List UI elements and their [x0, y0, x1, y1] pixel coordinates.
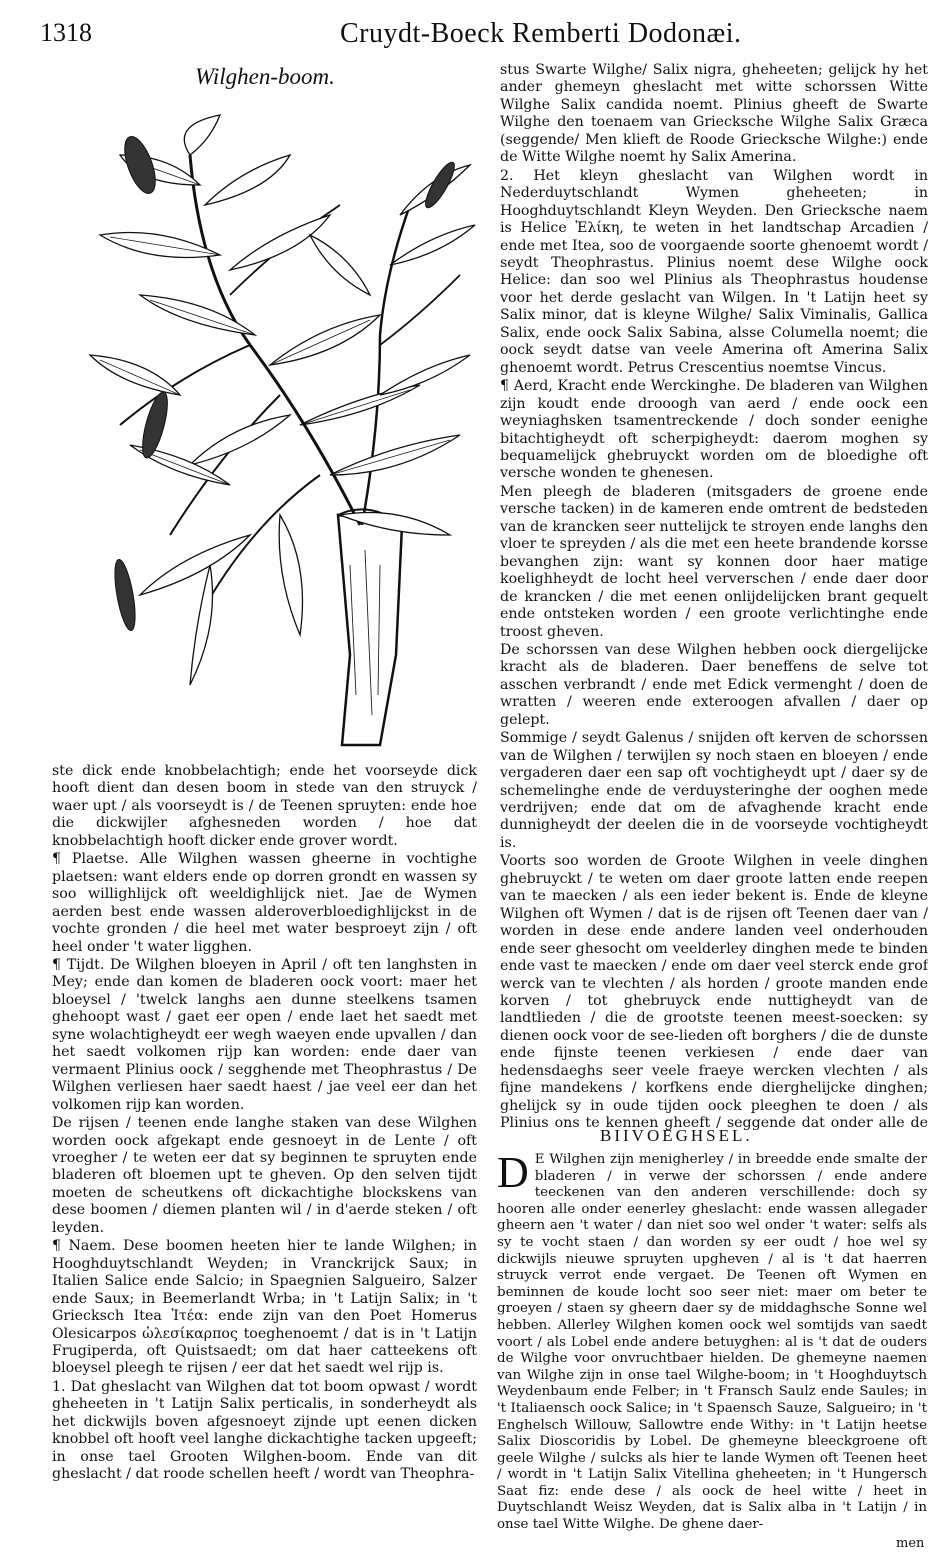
paragraph: De rijsen / teenen ende langhe staken van dese Wilghen worden oock afgekapt ende gesnoeyt in de Lente / oft vroegher / te weten eer dat sy beginnen te spruyten ende bladeren oft bloemen upt te gheven. Op den selven tijdt moeten de scheutkens oft dickachtighe blockskens van dese boomen / diemen planten wil / in d'aerde steken / oft leyden. — [52, 1115, 477, 1236]
willow-branch-illustration — [80, 95, 480, 750]
paragraph: Sommige / seydt Galenus / snijden oft kerven de schorssen van de Wilghen / terwijlen sy noch staen en bloeyen / ende vergaderen daer een sap oft vochtigheydt upt / daer sy de schemelinghe ende de verduysteringhe der ooghen mede verdrijven; ende dat om de afvaghende kracht ende dunnigheydt der deelen die in de voorseyde vochtigheydt is. — [500, 730, 928, 851]
plate-caption: Wilghen-boom. — [195, 64, 335, 89]
paragraph: ¶ Aerd, Kracht ende Werckinghe. De bladeren van Wilghen zijn koudt ende drooogh van aerd / ende oock een weyniaghsken tsamentreckende / doch sonder eenighe bitachtigheydt oft scherpigheydt: daerom moghen sy bequamelijck ghebruyckt worden om de bloedighe oft versche wonden te ghenesen. — [500, 378, 928, 482]
left-column-bottom-text — [52, 763, 477, 1553]
paragraph: De schorssen van dese Wilghen hebben oock diergelijcke kracht als de bladeren. Daer beneffens de selve tot asschen verbrandt / ende met Edick vermenght / doen de wratten / weeren ende exteroogen afvallen / daer op gelept. — [500, 641, 928, 728]
paragraph: stus Swarte Wilghe/ Salix nigra, gheheeten; gelijck hy het ander ghemeyn gheslacht met witte schorssen Witte Wilghe Salix candida noemt. Plinius gheeft de Swarte Wilghe den toenaem van Griecksche Wilghe Salix Græca (seggende/ Men klieft de Roode Griecksche Wilghe:) ende de Witte Wilghe noemt hy Salix Amerina. — [500, 62, 928, 166]
addendum-heading: BIIVOEGHSEL. — [600, 1126, 753, 1145]
right-column-top-text — [500, 62, 928, 1130]
paragraph: ¶ Naem. Dese boomen heeten hier te lande Wilghen; in Hooghduytschlandt Weyden; in Vranckrijck Saux; in Italien Salice ende Salcio; in Spaegnien Salgueiro, Salzer ende Saux; in Beemerlandt Wrba; in 't Latijn Salix; in 't Griecksch Itea Ἰτέα: ende zijn van den Poet Homerus Olesicarpos ὠλεσίκαρπος toeghenoemt / dat is in 't Latijn Frugiperda, oft Quistsaedt; om dat haer catteekens oft bloeysel pleegh te rijsen / eer dat het saedt wel rijp is. — [52, 1238, 477, 1377]
paragraph: ¶ Tijdt. De Wilghen bloeyen in April / oft ten langhsten in Mey; ende dan komen de bladeren oock voort: maer het bloeysel / 'twelck langhs aen dunne steelkens tsamen ghehoopt wast / gaet eer open / ende laet het saedt met syne wolachtigheydt eer wegh waeyen ende upvallen / dan het saedt volkomen rijp kan worden: ende daer van vermaent Plinius oock / segghende met Theophrastus / De Wilghen verliesen haer saedt haest / jae veel eer dan het volkomen rijp kan worden. — [52, 956, 477, 1113]
catchword: men — [896, 1536, 925, 1551]
drop-cap: D — [497, 1152, 529, 1197]
paragraph: ste dick ende knobbelachtigh; ende het voorseyde dick hooft dient dan desen boom in stede van den struyck / waer upt / als voorseydt is / de Teenen spruyten: ende hoe die dickwijler afghesneden worden / hoe dat knobbelachtigh hooft dicker ende grover wordt. — [52, 763, 477, 849]
paragraph: Men pleegh de bladeren (mitsgaders de groene ende versche tacken) in de kameren ende omtrent de bedsteden van de krancken seer nuttelijck te stroyen ende langhs den vloer te spreyden / als die met een heete brandende korsse bevanghen zijn: want sy konnen door haer matige koelighheydt de locht heel ververschen / ende daer door de krancken / die met eenen onlijdelijcken brant gequelt ende ontsteken worden / een groote verlichtinghe ende troost gheven. — [500, 483, 928, 640]
paragraph: 1. Dat gheslacht van Wilghen dat tot boom opwast / wordt gheheeten in 't Latijn Salix perticalis, in sonderheydt als het dickwijls boven afgesnoeyt zijnde upt eenen dicken knobbel oft hooft veel langhe dickachtighe tacken upgeeft; in onse tael Grooten Wilghen-boom. Ende van dit gheslacht / dat roode schellen heeft / wordt van Theophra- — [52, 1378, 477, 1483]
running-title: Cruydt-Boeck Remberti Dodonæi. — [340, 18, 742, 49]
page-number: 1318 — [40, 18, 92, 47]
paragraph: E Wilghen zijn menigherley / in breedde ende smalte der bladeren / in verwe der schorssen / ende andere teeckenen van den anderen verschillende: doch sy hooren alle onder eenerley gheslacht: ende wassen allegader gheern aen 't water / dan niet soo wel onder 't water: selfs als sy te vocht staen / dan worden sy eer oudt / hoe wel sy dickwijls nieuwe spruyten upgheven / al is 't dat haerren struyck verrot ende vergaet. De Teenen oft Wymen en beminnen de koude locht soo seer niet: maer om beter te groeyen / staen sy gheern daer sy de middaghsche Sonne wel hebben. Allerley Wilghen komen oock wel somtijds van saedt voort / als Lobel ende andere betuyghen: al is 't dat de ouders de Wilghe voor onvruchtbaer hielden. De ghemeyne naemen van Wilghe zijn in onse tael Wilghe-boom; in 't Hooghduytsch Weydenbaum ende Felber; in 't Fransch Saulz ende Saules; in 't Italiaensch oock Salice; in 't Spaensch Sauze, Salgueiro; in 't Enghelsch Willouw, Sallowtre ende Withy: in 't Latijn heetse Salix Dioscoridis by Lobel. De ghemeyne bleeckgroene oft geele Wilghe / sulcks als hier te lande Wymen oft Teenen heet / wordt in 't Latijn Salix Vitellina gheheeten; in 't Hungersch Saat fiz: ende dese / als oock de heel witte / heet in Duytschlandt Weisz Weyden, dat is Salix alba in 't Latijn / in onse tael Witte Wilghe. De ghene daer- — [497, 1152, 927, 1533]
page-header — [40, 18, 920, 54]
paragraph: ¶ Plaetse. Alle Wilghen wassen gheerne in vochtighe plaetsen: want elders ende op dorren grondt en wassen sy soo willighlijck oft weeldighlijck niet. Jae de Wymen aerden best ende wassen alderoverbloedighlijckst in de vochte gronden / die heel met water besproeyt zijn / oft heel onder 't water ligghen. — [52, 851, 477, 955]
paragraph: 2. Het kleyn gheslacht van Wilghen wordt in Nederduytschlandt Wymen gheheeten; in Hooghduytschlandt Kleyn Weyden. Den Griecksche naem is Helice Ἑλίκη, te weten in het landtschap Arcadien / ende met Itea, soo de voorgaende soorte ghenoemt wordt / seydt Theophrastus. Plinius noemt dese Wilghe oock Helice: dan soo wel Plinius als Theophrastus houdense voor het derde geslacht van Wilgen. In 't Latijn heet sy Salix minor, dat is kleyne Wilghe/ Salix Viminalis, Gallica Salix, ende oock Salix Sabina, alsse Columella noemt; die oock seydt datse van veele Amerina oft Amerina Salix ghenoemt wordt. Petrus Crescentius noemtse Vincus. — [500, 167, 928, 376]
addendum-text — [497, 1152, 927, 1552]
paragraph: Voorts soo worden de Groote Wilghen in veele dinghen ghebruyckt / te weten om daer groote latten ende reepen van te maecken / als een ieder bekent is. Ende de kleyne Wilghen oft Wymen / dat is de rijsen oft Teenen daer van / worden in dese ende andere landen veel onderhouden ende seer ghesocht om veelderley dinghen mede te binden ende vast te maecken / ende om daer veel sterck ende grof werck van te vlechten / als horden / groote manden ende korven / tot ghebruyck ende nuttigheydt van de landtlieden / die de grootste teenen meest-soecken: sy dienen oock voor de see-lieden oft borghers / die de dunste ende fijnste teenen verkiesen / ende daer van hedensdaeghs seer veele fraeye wercken vlechten / als fijne mandekens / korfkens ende dierghelijcke dinghen; ghelijck sy in oude tijden oock pleeghen te doen / als Plinius ons te kennen gheeft / seggende dat onder alle de — [500, 853, 928, 1130]
